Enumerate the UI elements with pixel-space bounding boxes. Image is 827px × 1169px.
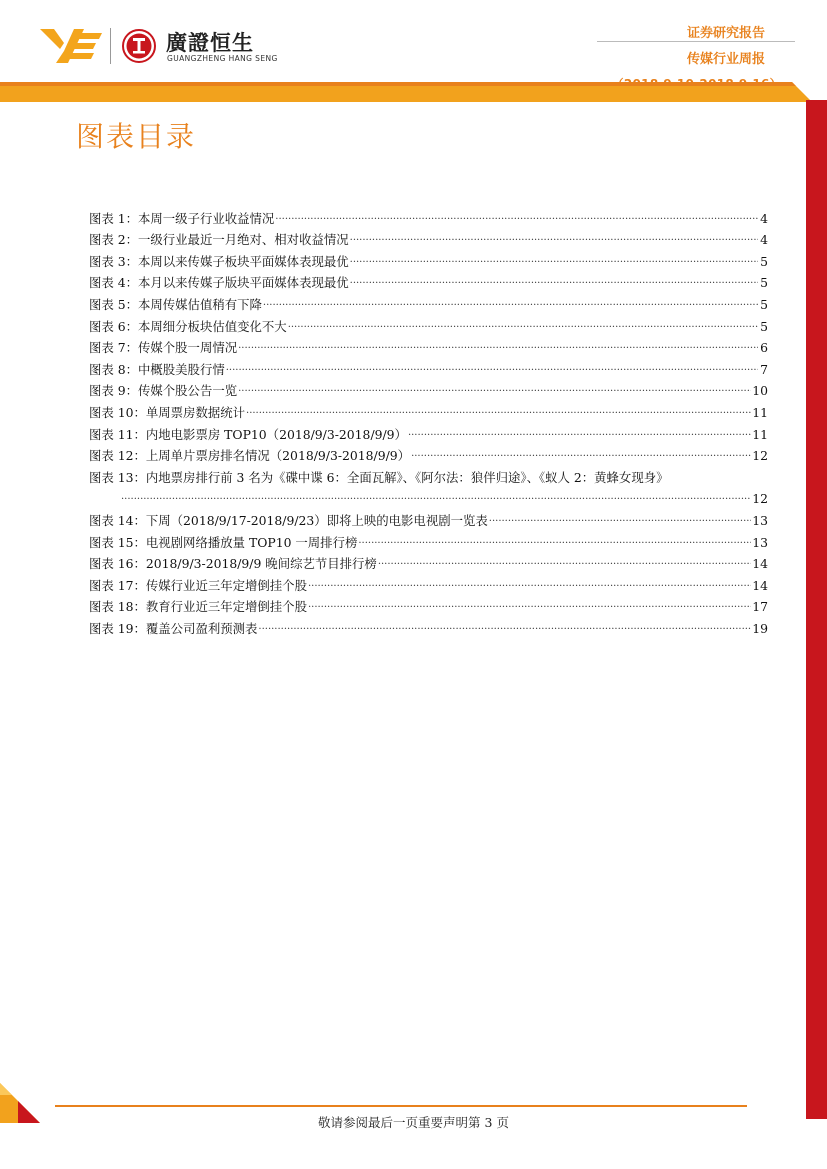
toc-entry[interactable] [89, 551, 768, 573]
toc-entry-page: 5 [760, 296, 768, 312]
report-type: 证券研究报告 [686, 26, 765, 41]
toc-entry[interactable] [89, 443, 768, 465]
toc-entry-label: 图表 15：电视剧网络播放量 TOP10 一周排行榜 [89, 534, 358, 550]
toc-leader-dots [378, 554, 751, 570]
toc-entry[interactable] [89, 421, 768, 443]
toc-leader-dots [238, 338, 758, 354]
toc-leader-dots [238, 381, 751, 397]
toc-entry-page: 14 [752, 556, 768, 572]
report-name: 传媒行业周报 [686, 52, 765, 67]
toc-entry[interactable] [89, 248, 768, 270]
toc-entry-page: 14 [752, 577, 768, 593]
toc-entry-label: 图表 11：内地电影票房 TOP10（2018/9/3-2018/9/9） [89, 426, 407, 442]
header-divider [597, 41, 795, 42]
toc-entry-label: 图表 9：传媒个股公告一览 [89, 383, 238, 399]
toc-entry[interactable] [89, 356, 768, 378]
page-title: 图表目录 [76, 120, 197, 153]
toc-entry[interactable] [89, 227, 768, 249]
toc-entry-label: 图表 6：本周细分板块估值变化不大 [89, 318, 287, 334]
toc-entry-label: 图表 8：中概股美股行情 [89, 361, 225, 377]
toc-entry-label: 图表 1：本周一级子行业收益情况 [89, 210, 275, 226]
toc-entry-page: 12 [752, 491, 768, 507]
toc-leader-dots [408, 425, 751, 441]
toc-leader-dots [489, 511, 751, 527]
toc-entry-page: 10 [752, 383, 768, 399]
toc-leader-dots [121, 489, 751, 505]
toc-leader-dots [263, 295, 758, 311]
toc-leader-dots [226, 360, 758, 376]
toc-leader-dots [350, 273, 758, 289]
brand-name-cn: 廣證恒生 [166, 31, 254, 55]
toc-entry[interactable] [89, 486, 768, 508]
toc-entry[interactable] [89, 399, 768, 421]
toc-entry-label: 图表 13：内地票房排行前 3 名为《碟中谍 6：全面瓦解》、《阿尔法：狼伴归途》、《蚁人 2：黄蜂女现身》 [89, 469, 669, 485]
toc-entry[interactable] [89, 335, 768, 357]
toc-entry[interactable] [89, 464, 768, 486]
toc-leader-dots [350, 252, 758, 268]
toc-entry-label: 图表 16：2018/9/3-2018/9/9 晚间综艺节目排行榜 [89, 556, 377, 572]
right-red-bar [806, 100, 827, 1119]
toc-leader-dots [246, 403, 751, 419]
toc-entry-label: 图表 3：本周以来传媒子板块平面媒体表现最优 [89, 253, 349, 269]
toc-entry[interactable] [89, 378, 768, 400]
toc-entry-page: 5 [760, 275, 768, 291]
toc-leader-dots [308, 576, 751, 592]
toc-entry-label: 图表 4：本月以来传媒子版块平面媒体表现最优 [89, 275, 349, 291]
toc-entry-label: 图表 7：传媒个股一周情况 [89, 340, 238, 356]
toc-entry-label: 图表 17：传媒行业近三年定增倒挂个股 [89, 577, 307, 593]
footer-divider [55, 1105, 747, 1107]
toc-entry-label: 图表 18：教育行业近三年定增倒挂个股 [89, 599, 307, 615]
toc-entry-label: 图表 5：本周传媒估值稍有下降 [89, 296, 262, 312]
toc-list [89, 205, 768, 637]
brand-name-en: GUANGZHENG HANG SENG [167, 54, 278, 63]
toc-entry-page: 5 [760, 318, 768, 334]
toc-entry[interactable] [89, 270, 768, 292]
toc-entry-page: 13 [752, 512, 768, 528]
toc-entry[interactable] [89, 594, 768, 616]
toc-leader-dots [308, 597, 751, 613]
toc-entry-page: 19 [752, 620, 768, 636]
toc-entry[interactable] [89, 507, 768, 529]
toc-entry-label: 图表 19：覆盖公司盈利预测表 [89, 620, 258, 636]
toc-leader-dots [258, 619, 751, 635]
seal-logo-icon [122, 29, 156, 63]
toc-entry-page: 12 [752, 448, 768, 464]
toc-entry-label: 图表 12：上周单片票房排名情况（2018/9/3-2018/9/9） [89, 448, 411, 464]
header-orange-band [0, 82, 827, 102]
toc-entry-page: 11 [752, 426, 768, 442]
toc-entry-page: 17 [752, 599, 768, 615]
page-footer: 敬请参阅最后一页重要声明第 3 页 [318, 1115, 509, 1130]
toc-entry-page: 5 [760, 253, 768, 269]
toc-entry-page: 4 [760, 210, 768, 226]
toc-entry[interactable] [89, 615, 768, 637]
toc-entry-label: 图表 10：单周票房数据统计 [89, 404, 246, 420]
toc-entry-page: 11 [752, 404, 768, 420]
toc-leader-dots [288, 317, 758, 333]
toc-entry[interactable] [89, 205, 768, 227]
logo-divider [110, 28, 111, 64]
toc-entry-label: 图表 14：下周（2018/9/17-2018/9/23）即将上映的电影电视剧一览表 [89, 512, 488, 528]
toc-leader-dots [350, 230, 758, 246]
toc-entry[interactable] [89, 572, 768, 594]
toc-entry[interactable] [89, 313, 768, 335]
toc-entry[interactable] [89, 291, 768, 313]
toc-entry-page: 13 [752, 534, 768, 550]
toc-entry-page: 6 [760, 340, 768, 356]
toc-entry-page: 4 [760, 232, 768, 248]
toc-leader-dots [411, 446, 751, 462]
toc-entry-page: 7 [760, 361, 768, 377]
toc-leader-dots [275, 209, 758, 225]
yf-logo-icon [40, 27, 102, 65]
toc-leader-dots [358, 533, 751, 549]
toc-entry[interactable] [89, 529, 768, 551]
toc-entry-label: 图表 2：一级行业最近一月绝对、相对收益情况 [89, 232, 349, 248]
